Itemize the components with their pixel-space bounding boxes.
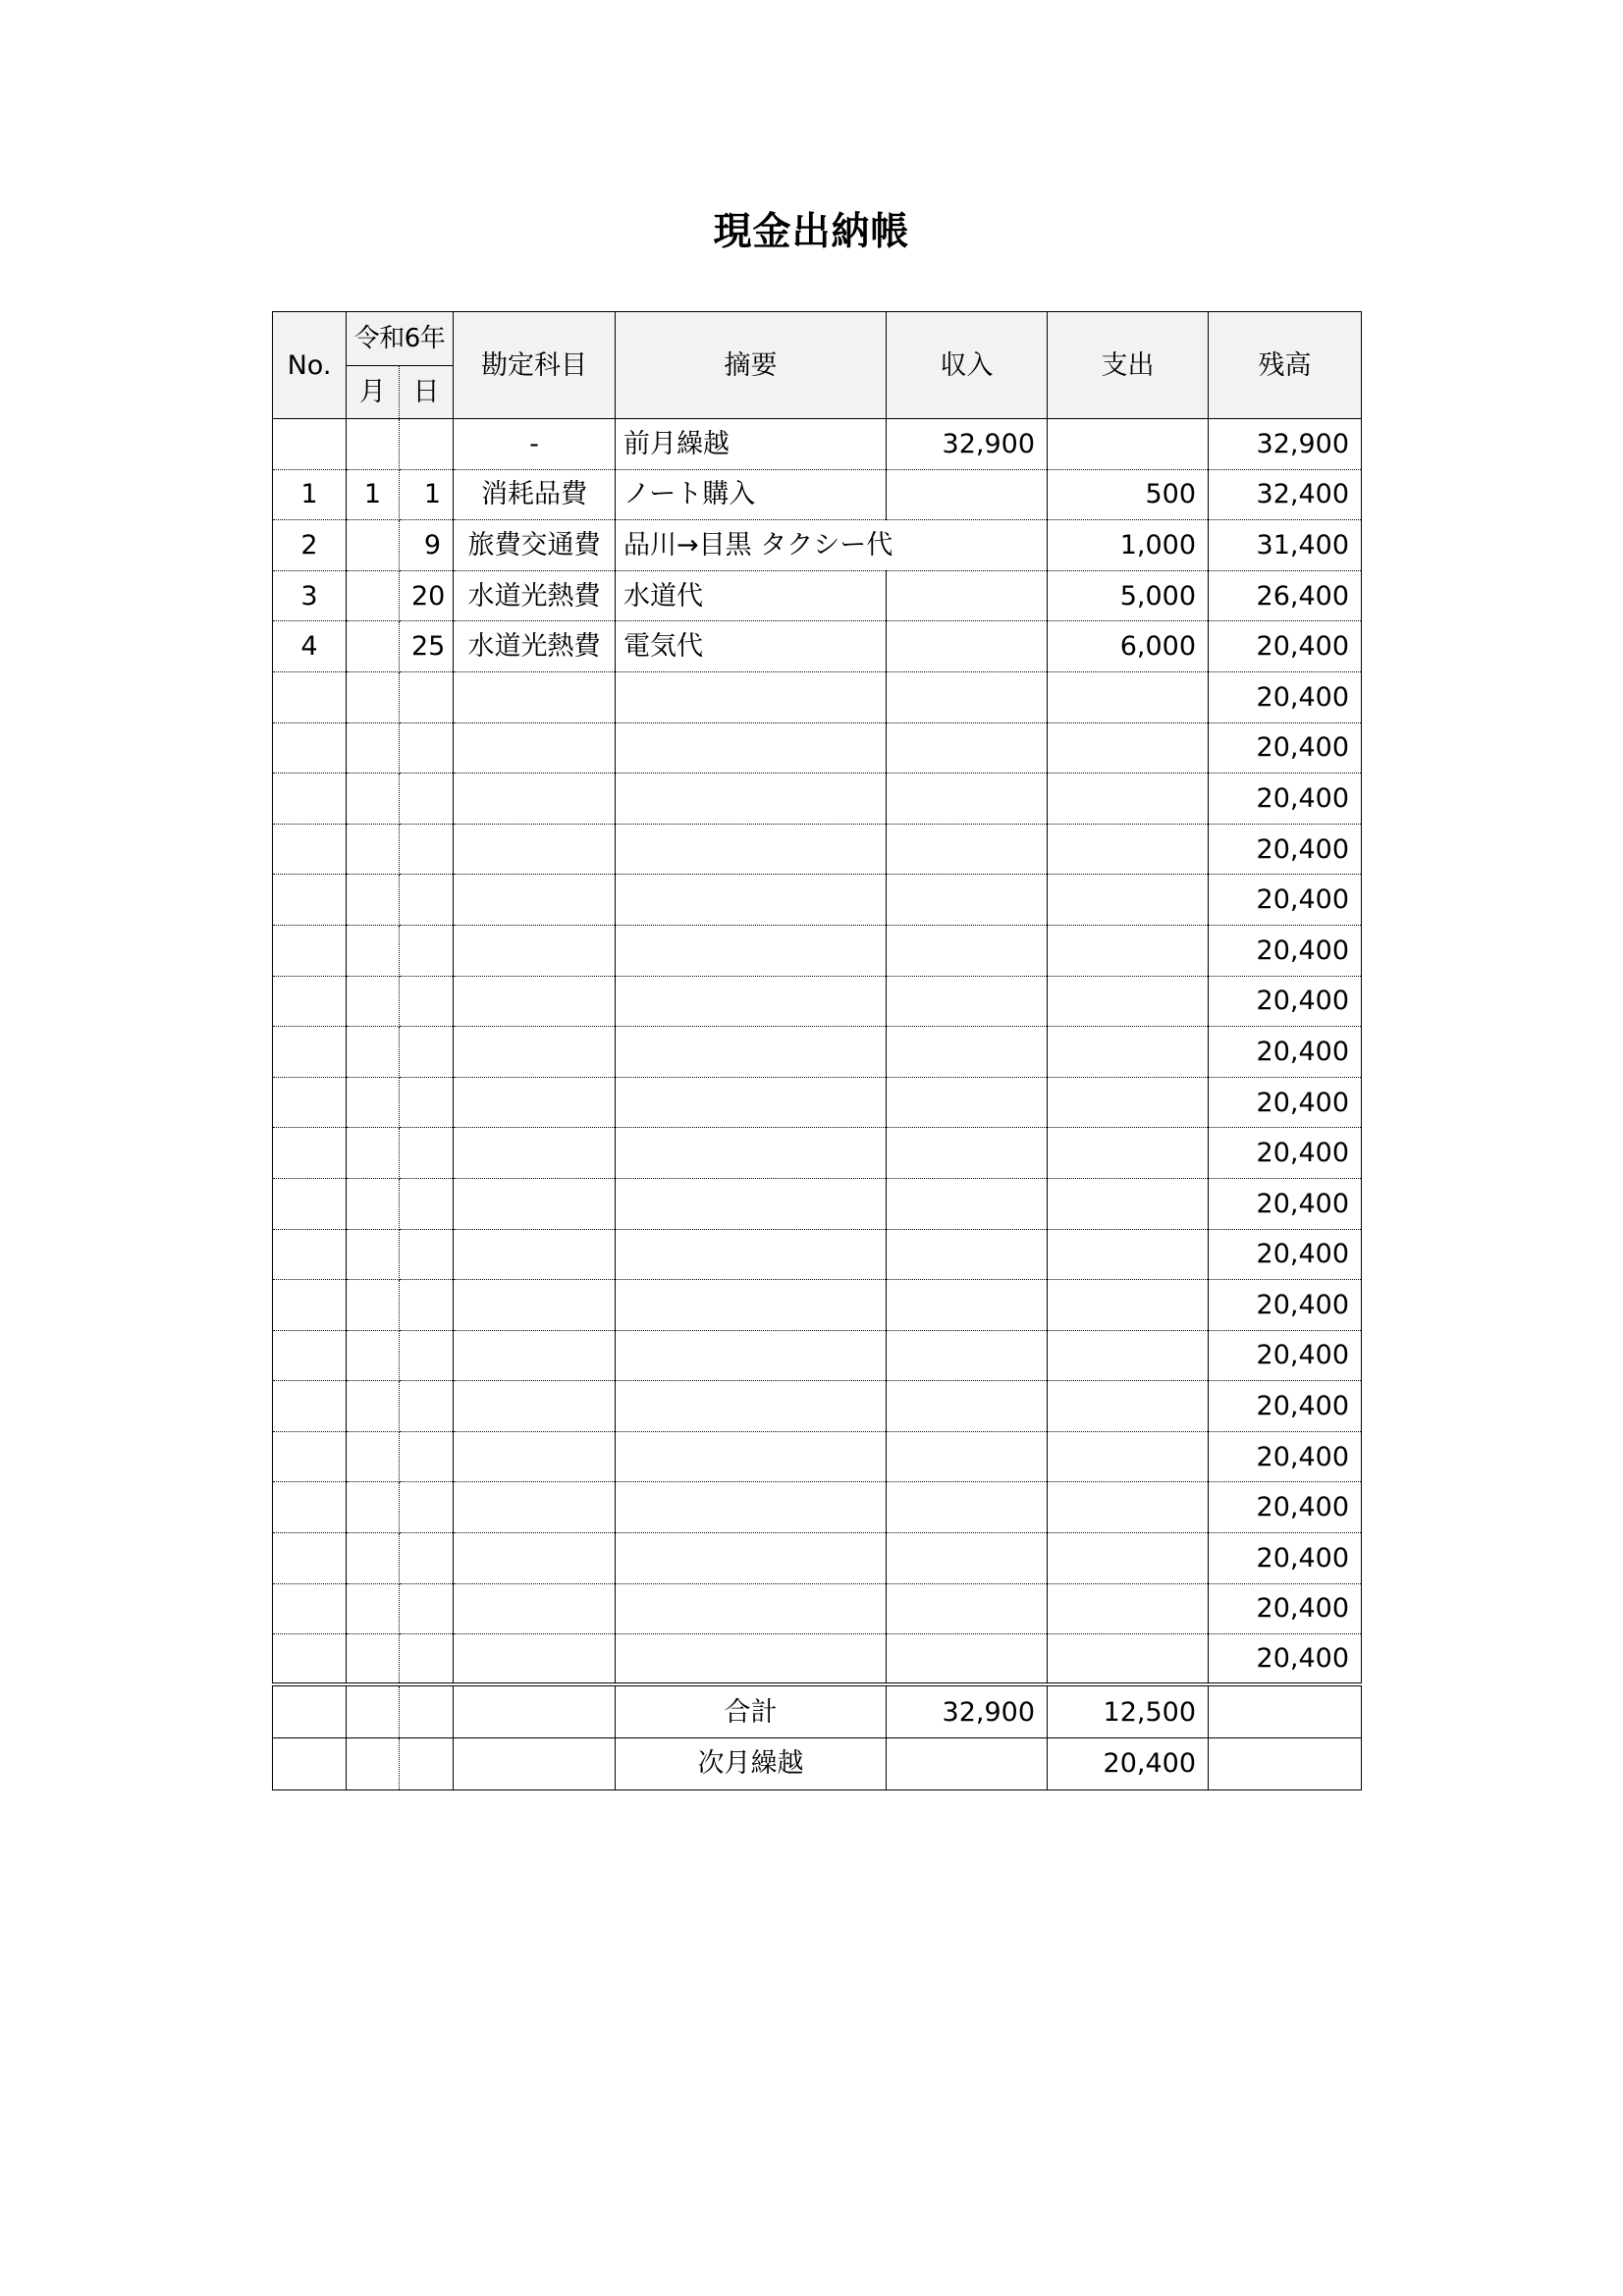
cell-balance xyxy=(1209,1684,1362,1737)
totals-body xyxy=(273,1684,1362,1789)
header-account: 勘定科目 xyxy=(454,312,616,419)
cell-no xyxy=(273,1330,347,1381)
cell-expense xyxy=(1048,1128,1209,1179)
cell-balance: 20,400 xyxy=(1209,1128,1362,1179)
cell-expense xyxy=(1048,976,1209,1027)
empty-row xyxy=(273,1381,1362,1432)
cell-account xyxy=(454,1482,616,1533)
cell-day xyxy=(400,1381,454,1432)
cell-income xyxy=(887,570,1048,621)
cell-no xyxy=(273,1280,347,1331)
cell-expense xyxy=(1048,1533,1209,1584)
cell-balance xyxy=(1209,1737,1362,1789)
cell-income xyxy=(887,621,1048,672)
carry-forward-row xyxy=(273,419,1362,470)
cell-month xyxy=(347,722,400,774)
cell-income xyxy=(887,469,1048,520)
cell-day xyxy=(400,1482,454,1533)
cell-day xyxy=(400,419,454,470)
cell-description xyxy=(616,1027,887,1078)
entry-row xyxy=(273,570,1362,621)
cell-day xyxy=(400,671,454,722)
next-month-row xyxy=(273,1737,1362,1789)
cell-account xyxy=(454,1280,616,1331)
cell-balance: 20,400 xyxy=(1209,1381,1362,1432)
cell-income xyxy=(887,520,1048,571)
cell-month xyxy=(347,1482,400,1533)
cell-no: 4 xyxy=(273,621,347,672)
cell-day xyxy=(400,1431,454,1482)
cell-day xyxy=(400,1583,454,1634)
cell-month xyxy=(347,570,400,621)
cell-description xyxy=(616,1128,887,1179)
cell-balance: 20,400 xyxy=(1209,1229,1362,1280)
empty-row xyxy=(273,1431,1362,1482)
next-month-expense: 20,400 xyxy=(1048,1737,1209,1789)
cell-account xyxy=(454,1330,616,1381)
header-day: 日 xyxy=(400,366,454,419)
empty-row xyxy=(273,1077,1362,1128)
cell-income xyxy=(887,1128,1048,1179)
cell-day xyxy=(400,1077,454,1128)
cell-description xyxy=(616,824,887,875)
cell-description xyxy=(616,1634,887,1685)
cell-expense xyxy=(1048,925,1209,976)
cell-account: 消耗品費 xyxy=(454,469,616,520)
empty-row xyxy=(273,1280,1362,1331)
empty-row xyxy=(273,1229,1362,1280)
cell-month: 1 xyxy=(347,469,400,520)
cell-no xyxy=(273,875,347,926)
cell-account xyxy=(454,722,616,774)
cell-income xyxy=(887,1583,1048,1634)
cell-expense xyxy=(1048,1077,1209,1128)
cell-no xyxy=(273,1128,347,1179)
empty-row xyxy=(273,875,1362,926)
cell-expense xyxy=(1048,722,1209,774)
entry-row xyxy=(273,621,1362,672)
cell-description: 水道代 xyxy=(616,570,887,621)
entry-row xyxy=(273,469,1362,520)
totals-income: 32,900 xyxy=(887,1684,1048,1737)
cell-income xyxy=(887,976,1048,1027)
cell-balance: 26,400 xyxy=(1209,570,1362,621)
cell-balance: 20,400 xyxy=(1209,722,1362,774)
cell-description xyxy=(616,925,887,976)
cell-income xyxy=(887,1381,1048,1432)
cell-no xyxy=(273,1077,347,1128)
cell-expense: 5,000 xyxy=(1048,570,1209,621)
totals-expense: 12,500 xyxy=(1048,1684,1209,1737)
cell-description: 前月繰越 xyxy=(616,419,887,470)
cell-balance: 20,400 xyxy=(1209,621,1362,672)
cell-month xyxy=(347,1280,400,1331)
cell-income xyxy=(887,774,1048,825)
cell-day xyxy=(400,1330,454,1381)
cell-balance: 20,400 xyxy=(1209,1634,1362,1685)
cell-balance: 20,400 xyxy=(1209,1027,1362,1078)
totals-row xyxy=(273,1684,1362,1737)
cell-description xyxy=(616,1482,887,1533)
cell-account xyxy=(454,1077,616,1128)
cell-no: 2 xyxy=(273,520,347,571)
cell-balance: 32,900 xyxy=(1209,419,1362,470)
cell-account xyxy=(454,1128,616,1179)
cell-month xyxy=(347,1431,400,1482)
cell-month xyxy=(347,1330,400,1381)
cell-account xyxy=(454,1737,616,1789)
cell-account xyxy=(454,925,616,976)
empty-row xyxy=(273,774,1362,825)
cell-expense xyxy=(1048,1482,1209,1533)
header-no: No. xyxy=(273,312,347,419)
cell-income xyxy=(887,1280,1048,1331)
cell-account xyxy=(454,824,616,875)
cell-income xyxy=(887,1229,1048,1280)
cell-day: 9 xyxy=(400,520,454,571)
header-era: 令和6年 xyxy=(347,312,454,366)
cell-balance: 20,400 xyxy=(1209,875,1362,926)
cell-expense xyxy=(1048,671,1209,722)
cell-day: 20 xyxy=(400,570,454,621)
cell-account xyxy=(454,1533,616,1584)
cell-description: 電気代 xyxy=(616,621,887,672)
cell-no xyxy=(273,419,347,470)
cell-expense xyxy=(1048,1178,1209,1229)
ledger-body xyxy=(273,312,1362,1685)
cell-balance: 20,400 xyxy=(1209,1330,1362,1381)
empty-row xyxy=(273,1330,1362,1381)
cell-description xyxy=(616,774,887,825)
cell-account xyxy=(454,774,616,825)
cell-day xyxy=(400,774,454,825)
cell-account xyxy=(454,976,616,1027)
cell-month xyxy=(347,824,400,875)
cell-income xyxy=(887,671,1048,722)
cell-balance: 20,400 xyxy=(1209,1533,1362,1584)
cell-income xyxy=(887,1077,1048,1128)
cell-month xyxy=(347,419,400,470)
cell-month xyxy=(347,1128,400,1179)
cell-month xyxy=(347,1178,400,1229)
header-month: 月 xyxy=(347,366,400,419)
cell-no xyxy=(273,1684,347,1737)
empty-row xyxy=(273,1482,1362,1533)
cell-no xyxy=(273,1533,347,1584)
cell-description xyxy=(616,1178,887,1229)
cell-description xyxy=(616,1280,887,1331)
cell-account xyxy=(454,1583,616,1634)
cell-month xyxy=(347,621,400,672)
cell-day xyxy=(400,976,454,1027)
cell-account xyxy=(454,1229,616,1280)
cell-no xyxy=(273,824,347,875)
cell-description xyxy=(616,1330,887,1381)
cell-expense: 1,000 xyxy=(1048,520,1209,571)
cell-no xyxy=(273,1229,347,1280)
cell-income xyxy=(887,824,1048,875)
cell-description: ノート購入 xyxy=(616,469,887,520)
cell-balance: 20,400 xyxy=(1209,1431,1362,1482)
cell-no xyxy=(273,722,347,774)
cell-no xyxy=(273,1027,347,1078)
cell-no xyxy=(273,1737,347,1789)
cell-account: 水道光熱費 xyxy=(454,570,616,621)
cell-account xyxy=(454,875,616,926)
header-income: 収入 xyxy=(887,312,1048,419)
cell-income xyxy=(887,1634,1048,1685)
cell-month xyxy=(347,875,400,926)
cell-expense xyxy=(1048,419,1209,470)
cell-month xyxy=(347,1684,400,1737)
cell-day xyxy=(400,1128,454,1179)
cell-balance: 20,400 xyxy=(1209,1280,1362,1331)
cell-no xyxy=(273,925,347,976)
cell-account xyxy=(454,671,616,722)
cell-day xyxy=(400,1684,454,1737)
cell-no xyxy=(273,1583,347,1634)
cell-no xyxy=(273,774,347,825)
cell-day xyxy=(400,1178,454,1229)
empty-row xyxy=(273,671,1362,722)
cell-month xyxy=(347,671,400,722)
empty-row xyxy=(273,1634,1362,1685)
cell-balance: 20,400 xyxy=(1209,1077,1362,1128)
cell-month xyxy=(347,1533,400,1584)
cell-day xyxy=(400,824,454,875)
cell-account: 水道光熱費 xyxy=(454,621,616,672)
cell-month xyxy=(347,1229,400,1280)
page-title: 現金出納帳 xyxy=(713,210,910,254)
cell-income xyxy=(887,1737,1048,1789)
cell-no: 1 xyxy=(273,469,347,520)
cell-no xyxy=(273,1482,347,1533)
empty-row xyxy=(273,1178,1362,1229)
cell-month xyxy=(347,1583,400,1634)
cell-expense xyxy=(1048,1229,1209,1280)
cell-expense xyxy=(1048,774,1209,825)
entry-row xyxy=(273,520,1362,571)
cell-month xyxy=(347,1027,400,1078)
cell-expense xyxy=(1048,1381,1209,1432)
empty-row xyxy=(273,722,1362,774)
cell-no xyxy=(273,1634,347,1685)
cell-description xyxy=(616,875,887,926)
cell-balance: 20,400 xyxy=(1209,671,1362,722)
empty-row xyxy=(273,925,1362,976)
cell-day: 25 xyxy=(400,621,454,672)
cell-no xyxy=(273,1178,347,1229)
cell-day xyxy=(400,1737,454,1789)
header-balance: 残高 xyxy=(1209,312,1362,419)
cell-day xyxy=(400,1533,454,1584)
header-expense: 支出 xyxy=(1048,312,1209,419)
cell-expense xyxy=(1048,1027,1209,1078)
cell-balance: 20,400 xyxy=(1209,774,1362,825)
cell-month xyxy=(347,1737,400,1789)
cell-account xyxy=(454,1684,616,1737)
cell-day xyxy=(400,1229,454,1280)
cell-expense xyxy=(1048,1634,1209,1685)
cell-balance: 20,400 xyxy=(1209,1482,1362,1533)
cell-description xyxy=(616,722,887,774)
cell-balance: 32,400 xyxy=(1209,469,1362,520)
cell-income: 32,900 xyxy=(887,419,1048,470)
cell-income xyxy=(887,925,1048,976)
cell-description xyxy=(616,1077,887,1128)
empty-row xyxy=(273,1533,1362,1584)
cell-day xyxy=(400,1280,454,1331)
cell-no xyxy=(273,671,347,722)
cell-month xyxy=(347,976,400,1027)
cell-account xyxy=(454,1027,616,1078)
cell-day xyxy=(400,925,454,976)
cell-balance: 20,400 xyxy=(1209,824,1362,875)
cell-balance: 20,400 xyxy=(1209,1583,1362,1634)
cell-day xyxy=(400,875,454,926)
cell-expense xyxy=(1048,1330,1209,1381)
cell-expense xyxy=(1048,824,1209,875)
cell-description xyxy=(616,1533,887,1584)
cell-income xyxy=(887,1482,1048,1533)
cell-month xyxy=(347,520,400,571)
cell-expense: 6,000 xyxy=(1048,621,1209,672)
cell-balance: 20,400 xyxy=(1209,976,1362,1027)
cash-ledger-table xyxy=(272,311,1362,1790)
cell-expense xyxy=(1048,1583,1209,1634)
next-month-label: 次月繰越 xyxy=(616,1737,887,1789)
cell-description xyxy=(616,1229,887,1280)
cell-balance: 20,400 xyxy=(1209,1178,1362,1229)
cell-description xyxy=(616,1381,887,1432)
cell-balance: 31,400 xyxy=(1209,520,1362,571)
cell-income xyxy=(887,722,1048,774)
cell-income xyxy=(887,1027,1048,1078)
empty-row xyxy=(273,976,1362,1027)
cell-month xyxy=(347,925,400,976)
cell-expense xyxy=(1048,1280,1209,1331)
cell-account: 旅費交通費 xyxy=(454,520,616,571)
cell-no xyxy=(273,976,347,1027)
cell-account: - xyxy=(454,419,616,470)
cell-account xyxy=(454,1178,616,1229)
cell-income xyxy=(887,1431,1048,1482)
header-description: 摘要 xyxy=(616,312,887,419)
cell-description xyxy=(616,1431,887,1482)
totals-label: 合計 xyxy=(616,1684,887,1737)
cell-income xyxy=(887,875,1048,926)
cell-day xyxy=(400,1634,454,1685)
cell-description xyxy=(616,976,887,1027)
cell-description xyxy=(616,1583,887,1634)
cell-month xyxy=(347,774,400,825)
empty-row xyxy=(273,824,1362,875)
cell-day xyxy=(400,722,454,774)
cell-expense: 500 xyxy=(1048,469,1209,520)
cell-expense xyxy=(1048,1431,1209,1482)
cell-account xyxy=(454,1634,616,1685)
cell-expense xyxy=(1048,875,1209,926)
cell-day: 1 xyxy=(400,469,454,520)
cell-account xyxy=(454,1381,616,1432)
cell-income xyxy=(887,1330,1048,1381)
cell-month xyxy=(347,1634,400,1685)
empty-row xyxy=(273,1128,1362,1179)
empty-row xyxy=(273,1583,1362,1634)
cell-description xyxy=(616,671,887,722)
cell-month xyxy=(347,1381,400,1432)
cell-account xyxy=(454,1431,616,1482)
cell-income xyxy=(887,1533,1048,1584)
cell-day xyxy=(400,1027,454,1078)
cell-description: 品川→目黒 タクシー代 xyxy=(616,520,887,571)
cell-no xyxy=(273,1431,347,1482)
cell-no xyxy=(273,1381,347,1432)
header-row xyxy=(273,312,1362,366)
cell-balance: 20,400 xyxy=(1209,925,1362,976)
cell-no: 3 xyxy=(273,570,347,621)
cell-income xyxy=(887,1178,1048,1229)
cell-month xyxy=(347,1077,400,1128)
empty-row xyxy=(273,1027,1362,1078)
